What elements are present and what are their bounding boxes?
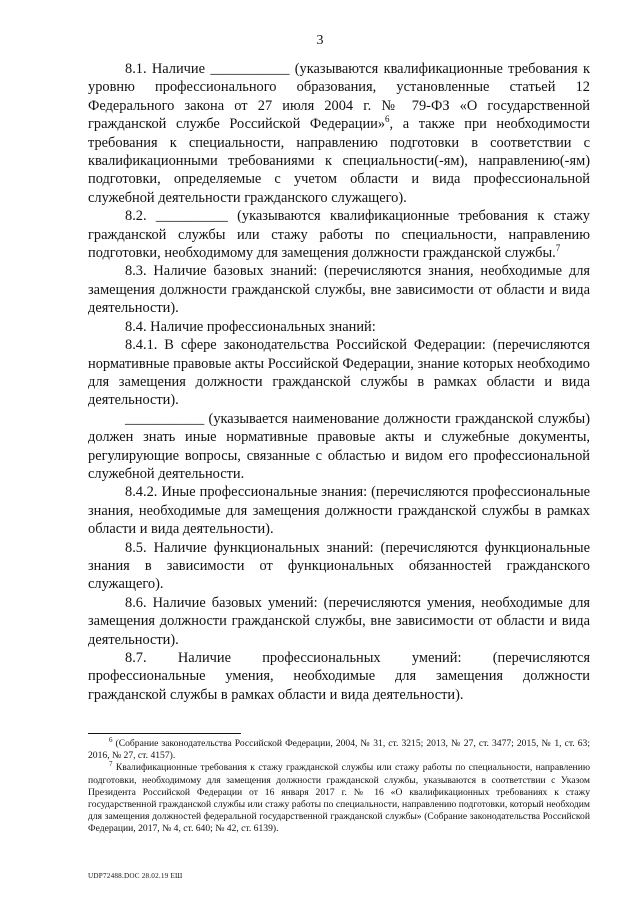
paragraph-8-4: 8.4. Наличие профессиональных знаний:: [125, 318, 376, 335]
paragraph-8-3: 8.3. Наличие базовых знаний: (перечисляются знания, необходимые для замещения должности гражданской службы, вне зависимости от области и вида деятельности).: [88, 263, 590, 317]
document-body: [88, 60, 590, 704]
footnote-ref-6: 6: [385, 114, 390, 125]
paragraph-8-2: 8.2. __________ (указываются квалификационные требования к стажу гражданской службы или стажу работы по специальности, направлению подготовки, необходимому для замещения должности гражданской службы.$^7$: [88, 208, 591, 262]
paragraph-8-4-1: 8.4.1. В сфере законодательства Российской Федерации: (перечисляются нормативные правовые акты Российской Федерации, знание которых необходимо для замещения должности гражданской службы в рамках области и вида деятельности).: [88, 337, 590, 409]
footnotes: [88, 735, 590, 836]
page-number: 3: [316, 33, 324, 48]
paragraph-8-1: 8.1. Наличие ___________ (указываются квалификационные требования к уровню профессионального образования, установленные статьей 12 Федерального закона от 27 июля 2004 г. № 79-ФЗ «О государственной гражданской службе Российской Федерации»$^6$, а также при необходимости требования к специальности, направлению подготовки в соответствии с квалификационными требованиями к специальности(-ям), направлению(-ям) подготовки, определяемые с учетом области и вида профессиональной служебной деятельности гражданского служащего).: [88, 61, 590, 206]
footnote-6: $^6$ (Собрание законодательства Российской Федерации, 2004, № 31, ст. 3215; 2013, № 27, ст. 3477; 2015, № 1, ст. 63; 2016, № 27, ст. 4157).: [88, 735, 590, 762]
paragraph-position-knowledge: ___________ (указывается наименование должности гражданской службы) должен знать иные нормативные правовые акты и служебные документы, регулирующие вопросы, связанные с областью и видом его профессиональной служебной деятельности.: [88, 410, 590, 482]
paragraph-8-7: 8.7. Наличие профессиональных умений: (перечисляются профессиональные умения, необходимые для замещения должности гражданской службы в рамках области и вида деятельности).: [88, 650, 590, 703]
paragraph-8-4-2: 8.4.2. Иные профессиональные знания: (перечисляются профессиональные знания, необходимые для замещения должности гражданской службы в рамках области и вида деятельности).: [88, 484, 590, 538]
paragraph-8-5: 8.5. Наличие функциональных знаний: (перечисляются функциональные знания в зависимости от функциональных обязанностей гражданского служащего).: [88, 539, 590, 593]
footnote-ref-7: 7: [555, 243, 561, 254]
paragraph-8-6: 8.6. Наличие базовых умений: (перечисляются умения, необходимые для замещения должности гражданской службы, вне зависимости от области и вида деятельности).: [88, 594, 590, 648]
footnote-7: $^7$ Квалификационные требования к стажу гражданской службы или стажу работы по специальности, направлению подготовки, необходимому для замещения должности гражданской службы, указываются в соответствии с Указом Президента Российской Федерации от 16 января 2017 г. № 16 «О квалификационных требованиях к стажу государственной гражданской службы или стажу работы по специальности, направлению подготовки, который необходим для замещения должностей федеральной государственной гражданской службы» (Собрание законодательства Российской Федерации, 2017, № 4, ст. 640; № 42, ст. 6139).: [88, 760, 590, 835]
document-code: UDP72488.DOC 28.02.19 ЕШ: [88, 872, 183, 880]
footnote-separator: [88, 733, 241, 734]
